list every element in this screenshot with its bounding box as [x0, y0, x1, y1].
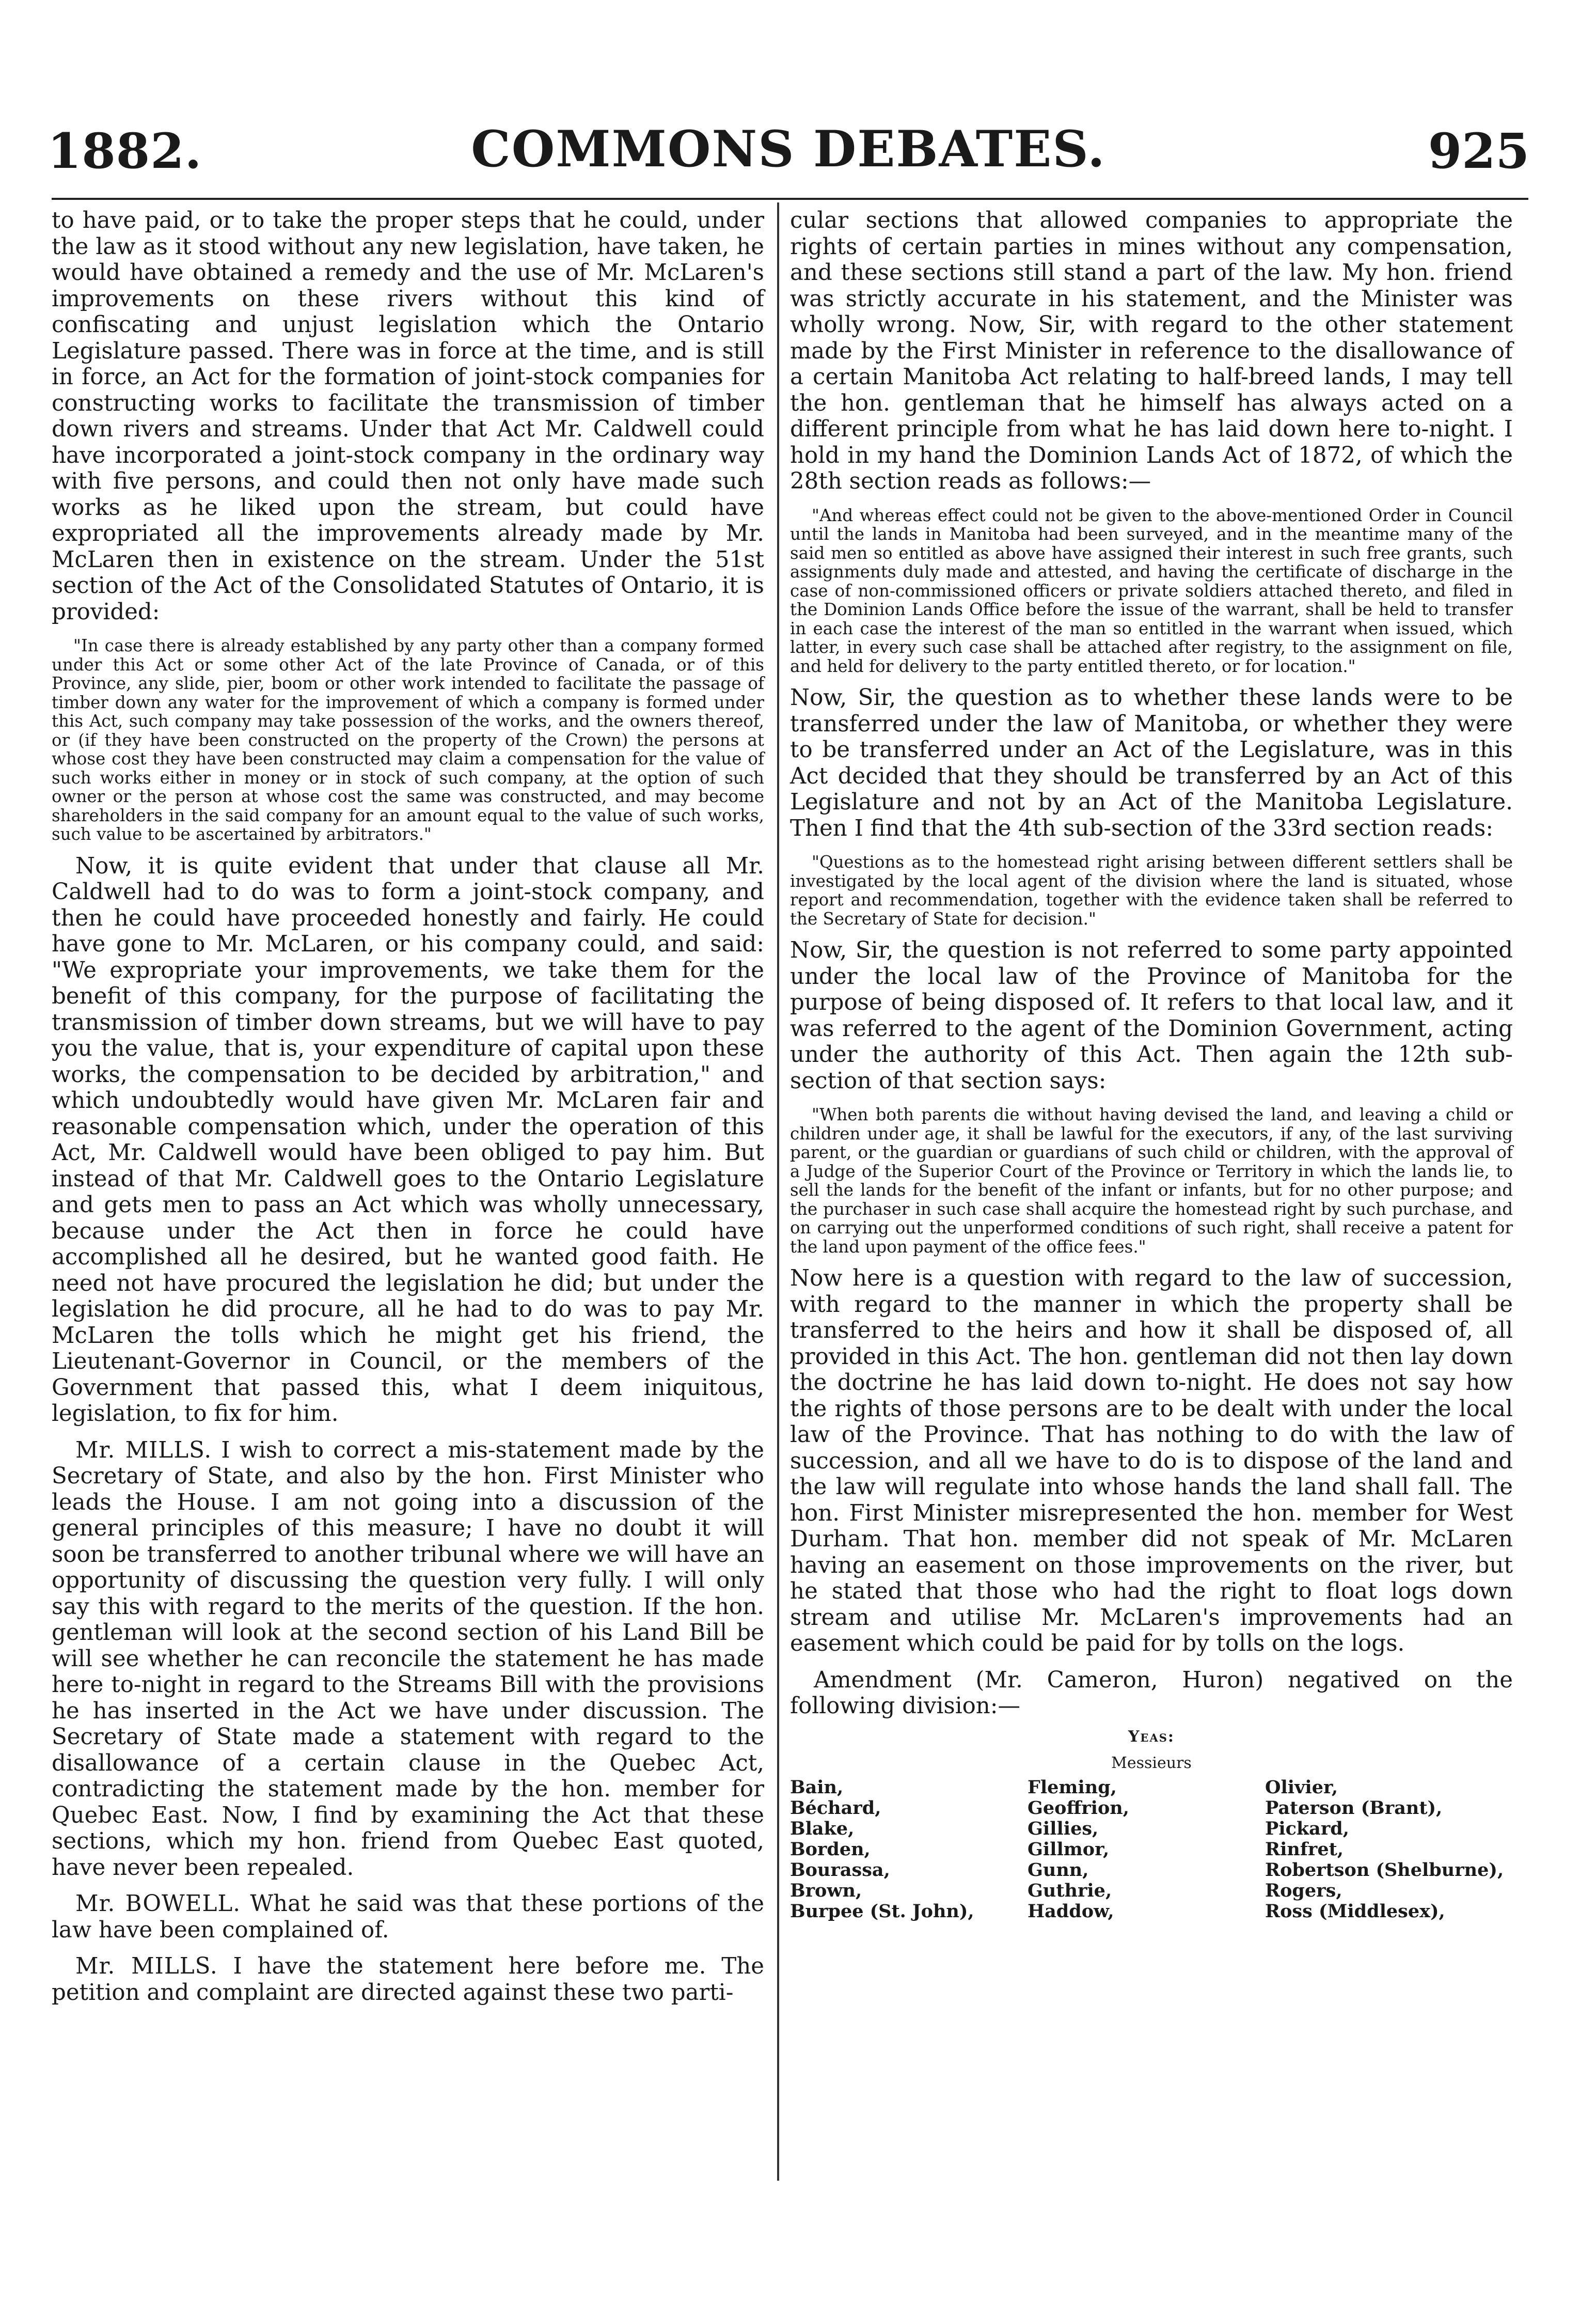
paragraph: to have paid, or to take the proper steps that he could, under the law as it stood without any new legislation, have taken, he would have obtained a remedy and the use of Mr. McLaren's improvements on these rivers without this kind of confiscating and unjust legislation which the Ontario Legislature passed. There was in force at the time, and is still in force, an Act for the formation of joint-stock companies for constructing works to facilitate the transmission of timber down rivers and streams. Under that Act Mr. Caldwell could have incorporated a joint-stock company in the ordinary way with five persons, and could then not only have made such works as he liked upon the stream, but could have expropriated all the improvements already made by Mr. McLaren then in existence on the stream. Under the 51st section of the Act of the Consolidated Statutes of Ontario, it is provided:: [52, 208, 764, 625]
paragraph: Now here is a question with regard to the law of succession, with regard to the manner in which the property shall be transferred to the heirs and how it shall be disposed of, all provided in this Act. The hon. gentleman did not then lay down the doctrine he has laid down to-night. He does not say how the rights of those persons are to be dealt with under the local law of the Province. That has nothing to do with the law of succession, and all we have to do is to dispose of the land and the law will regulate into whose hands the land shall fall. The hon. First Minister misrepresented the hon. member for West Durham. That hon. member did not speak of Mr. McLaren having an easement on those improvements on the river, but he stated that those who had the right to float logs down stream and utilise Mr. McLaren's improvements had an easement which could be paid for by tolls on the logs.: [790, 1265, 1513, 1656]
quoted-statute: "And whereas effect could not be given to the above-mentioned Order in Council until the lands in Manitoba had been surveyed, and in the meantime many of the said men so entitled as above have assigned their interest in such free grants, such assignments duly made and attested, and having the certificate of discharge in the case of non-commissioned officers or private soldiers attached thereto, and filed in the Dominion Lands Office before the issue of the warrant, shall be held to transfer in each case the interest of the man so entitled in the warrant when issued, which latter, in every such case shall be attached after registry, to the assignment on file, and held for delivery to the party entitled thereto, or for location.": [790, 505, 1513, 676]
division-subheading: Messieurs: [1111, 1754, 1192, 1772]
member-name: Pickard,: [1265, 1818, 1349, 1839]
page-header: [48, 113, 1529, 190]
column-divider: [777, 202, 779, 2181]
right-column: [790, 208, 1513, 1922]
header-title: COMMONS DEBATES.: [471, 120, 1106, 178]
left-column: [52, 208, 764, 2006]
header-year: 1882.: [48, 123, 202, 180]
member-name: Blake,: [790, 1818, 855, 1839]
quoted-statute: "Questions as to the homestead right arising between different settlers shall be investigated by the local agent of the division where the land is situated, whose report and recommendation, together with the evidence taken shall be referred to the Secretary of State for decision.": [790, 852, 1513, 929]
paragraph: Now, it is quite evident that under that clause all Mr. Caldwell had to do was to form a joint-stock company, and then he could have proceeded honestly and fairly. He could have gone to Mr. McLaren, or his company could, and said: "We expropriate your improvements, we take them for the benefit of this company, for the purpose of facilitating the transmission of timber down streams, but we will have to pay you the value, that is, your expenditure of capital upon these works, the compensation to be decided by arbitration," and which undoubtedly would have given Mr. McLaren fair and reasonable compensation which, under the operation of this Act, Mr. Caldwell would have been obliged to pay him. But instead of that Mr. Caldwell goes to the Ontario Legislature and gets men to pass an Act which was wholly unnecessary, because under the Act then in force he could have accomplished all he desired, but he wanted good faith. He need not have procured the legislation he did; but under the legislation he did procure, all he had to do was to pay Mr. McLaren the tolls which he might get his friend, the Lieutenant-Governor in Council, or the members of the Government that passed this, what I deem iniquitous, legislation, to fix for him.: [52, 853, 764, 1427]
member-name: Robertson (Shelburne),: [1265, 1859, 1504, 1881]
member-name: Haddow,: [1028, 1900, 1114, 1922]
member-name: Béchard,: [790, 1797, 881, 1819]
member-name: Guthrie,: [1028, 1880, 1112, 1901]
member-name: Gunn,: [1028, 1859, 1089, 1881]
speech-mills: [52, 1953, 764, 2006]
speaker-name: Mr. MILLS.: [75, 1437, 212, 1463]
header-rule: [52, 198, 1528, 200]
member-name: Fleming,: [1028, 1776, 1117, 1798]
speech-text: I have the statement here before me. The petition and complaint are directed against these two parti-: [52, 1953, 764, 2006]
member-name: Gillies,: [1028, 1818, 1099, 1839]
speaker-name: Mr. BOWELL.: [75, 1891, 241, 1917]
division-heading: Yeas:: [1128, 1727, 1175, 1746]
member-name: Brown,: [790, 1880, 862, 1901]
speech-text: What he said was that these portions of the law have been complained of.: [52, 1891, 765, 1943]
paragraph: Now, Sir, the question as to whether these lands were to be transferred under the law of Manitoba, or whether they were to be transferred under an Act of the Legislature, was in this Act decided that they should be transferred by an Act of this Legislature and not by an Act of the Manitoba Legislature. Then I find that the 4th sub-section of the 33rd section reads:: [790, 685, 1513, 841]
quoted-statute: "When both parents die without having devised the land, and leaving a child or children under age, it shall be lawful for the executors, if any, of the last surviving parent, or the guardian or guardians of such child or children, with the approval of a Judge of the Superior Court of the Province or Territory in which the lands lie, to sell the lands for the benefit of the infant or infants, but for no other purpose; and the purchaser in such case shall acquire the homestead right by such purchase, and on carrying out the unperformed conditions of such right, shall receive a patent for the land upon payment of the office fees.": [790, 1105, 1513, 1257]
member-name: Rinfret,: [1265, 1838, 1344, 1860]
speech-text: I wish to correct a mis-statement made by the Secretary of State, and also by the hon. First Minister who leads the House. I am not going into a discussion of the general principles of this measure; I have no doubt it will soon be transferred to another tribunal where we will have an opportunity of discussing the question very fully. I will only say this with regard to the merits of the question. If the hon. gentleman will look at the second section of his Land Bill be will see whether he can reconcile the statement he has made here to-night in regard to the Streams Bill with the provisions he has inserted in the Act we have under discussion. The Secretary of State made a statement with regard to the disallowance of a certain clause in the Quebec Act, contradicting the statement made by the hon. member for Quebec East. Now, I find by examining the Act that these sections, which my hon. friend from Quebec East quoted, have never been repealed.: [52, 1437, 764, 1881]
speech-bowell: [52, 1891, 764, 1943]
quoted-statute: "In case there is already established by any party other than a company formed under this Act or some other Act of the late Province of Canada, or of this Province, any slide, pier, boom or other work intended to facilitate the passage of timber down any water for the improvement of which a company is formed under this Act, such company may take possession of the works, and the owners thereof, or (if they have been constructed on the property of the Crown) the persons at whose cost they have been constructed may claim a compensation for the value of such works either in money or in stock of such company, at the option of such owner or the person at whose cost the same was constructed, and may become shareholders in the said company for an amount equal to the value of such works, such value to be ascertained by arbitrators.": [52, 636, 764, 844]
paragraph: cular sections that allowed companies to appropriate the rights of certain parties in mines without any compensation, and these sections still stand a part of the law. My hon. friend was strictly accurate in his statement, and the Minister was wholly wrong. Now, Sir, with regard to the other statement made by the First Minister in reference to the disallowance of a certain Manitoba Act relating to half-breed lands, I may tell the hon. gentleman that he himself has always acted on a different principle from what he has laid down here to-night. I hold in my hand the Dominion Lands Act of 1872, of which the 28th section reads as follows:—: [790, 208, 1513, 494]
member-name: Rogers,: [1265, 1880, 1342, 1901]
member-name: Geoffrion,: [1028, 1797, 1129, 1819]
member-name: Olivier,: [1265, 1776, 1338, 1798]
member-name: Bain,: [790, 1776, 844, 1798]
member-name: Paterson (Brant),: [1265, 1797, 1443, 1819]
member-name: Bourassa,: [790, 1859, 890, 1881]
member-name: Burpee (St. John),: [790, 1900, 974, 1922]
paragraph: Now, Sir, the question is not referred to some party appointed under the local law of the Province of Manitoba for the purpose of being disposed of. It refers to that local law, and it was referred to the agent of the Dominion Government, acting under the authority of this Act. Then again the 12th sub-section of that section says:: [790, 937, 1513, 1094]
header-page-number: 925: [1428, 123, 1529, 180]
paragraph: Amendment (Mr. Cameron, Huron) negatived on the following division:—: [790, 1667, 1513, 1719]
speaker-name: Mr. MILLS.: [75, 1953, 218, 1979]
member-name: Borden,: [790, 1838, 871, 1860]
division-names: [790, 1777, 1513, 1922]
member-name: Gillmor,: [1028, 1838, 1110, 1860]
member-name: Ross (Middlesex),: [1265, 1900, 1445, 1922]
speech-mills: [52, 1437, 764, 1881]
